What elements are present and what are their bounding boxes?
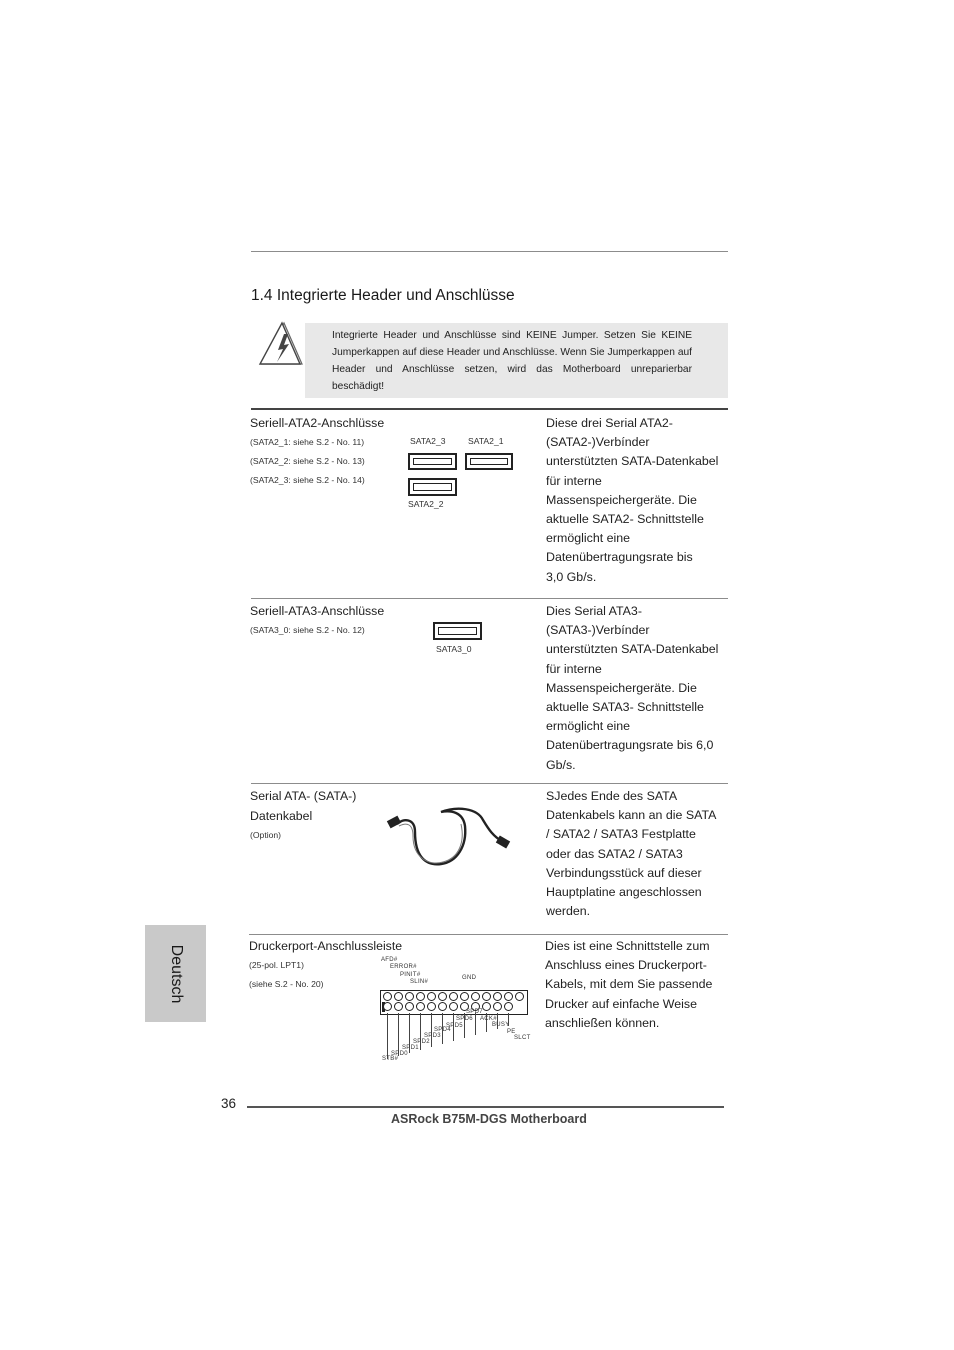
- lpt-pin: [427, 992, 436, 1001]
- cable-description: SJedes Ende des SATA Datenkabels kann an die SATA / SATA2 / SATA3 Festplatte oder das SATA2 / SATA3 Verbindungsstück auf dieser Hauptplatine angeschlossen werden.: [546, 789, 717, 919]
- lpt-pin: [460, 992, 469, 1001]
- sata2-heading: Seriell-ATA2-Anschlüsse: [250, 416, 385, 430]
- footer-text: ASRock B75M-DGS Motherboard: [391, 1112, 587, 1126]
- lpt-sub-2: (siehe S.2 - No. 20): [249, 979, 324, 989]
- lpt-pin: [493, 1002, 502, 1011]
- lpt-pin: [427, 1002, 436, 1011]
- sata2-1-label: SATA2_1: [468, 436, 504, 446]
- sata3-0-connector: [433, 622, 482, 640]
- lpt-pin: [383, 992, 392, 1001]
- pin-label-pe: PE: [507, 1029, 516, 1035]
- lpt-pin-leader: [475, 1013, 476, 1035]
- lpt-pin-leader: [398, 1013, 399, 1056]
- top-rule: [251, 251, 728, 252]
- warning-triangle-icon: [258, 320, 304, 368]
- footer-rule: [247, 1106, 724, 1108]
- cable-heading: Serial ATA- (SATA-): [250, 789, 357, 803]
- lpt-pin: [515, 992, 524, 1001]
- sata3-description: Dies Serial ATA3- (SATA3-)Verbínder unterstützten SATA-Datenkabel für interne Massenspeichergeräte. Die aktuelle SATA3- Schnittstelle ermöglicht eine Datenübertragungsrate bis 6,0 Gb/s.: [546, 604, 719, 772]
- cable-option: (Option): [250, 830, 282, 840]
- lpt-description: Dies ist eine Schnittstelle zum Anschluss eines Druckerport- Kabels, mit dem Sie passende Drucker auf einfache Weise anschließen können.: [545, 939, 713, 1030]
- lpt-pin: [493, 992, 502, 1001]
- sata3-0-label: SATA3_0: [436, 644, 472, 654]
- lpt-pin: [438, 1002, 447, 1011]
- pin-label-spd7: SPD7: [466, 1009, 483, 1015]
- pin-label-gnd: GND: [462, 975, 477, 981]
- pin-label-slin: SLIN#: [410, 979, 429, 985]
- sata2-3-connector: [408, 453, 457, 470]
- sata2-sub-3: (SATA2_3: siehe S.2 - No. 14): [250, 475, 365, 485]
- pin-label-stb: STB#: [382, 1056, 399, 1062]
- lpt-pin: [449, 1002, 458, 1011]
- page-number: 36: [221, 1096, 237, 1111]
- language-tab-label: Deutsch: [167, 944, 185, 1003]
- pin-label-spd2: SPD2: [413, 1039, 430, 1045]
- row-divider-3: [249, 934, 728, 935]
- pin-label-afd: AFD#: [381, 957, 398, 963]
- sata3-heading: Seriell-ATA3-Anschlüsse: [250, 604, 385, 618]
- lpt-pin: [416, 992, 425, 1001]
- lpt-header-diagram: [378, 955, 533, 1065]
- pin-label-spd3: SPD3: [424, 1033, 441, 1039]
- pin-label-slct: SLCT: [514, 1035, 531, 1041]
- sata2-1-connector: [465, 453, 513, 470]
- lpt-pin: [394, 1002, 403, 1011]
- sata2-description: Diese drei Serial ATA2- (SATA2-)Verbínder unterstützten SATA-Datenkabel für interne Massenspeichergeräte. Die aktuelle SATA2- Schnittstelle ermöglicht eine Datenübertragungsrate bis 3,0 Gb/s.: [546, 416, 719, 584]
- lpt-heading: Druckerport-Anschlussleiste: [249, 939, 403, 953]
- pin-label-ack: ACK#: [480, 1016, 497, 1022]
- lpt-pin: [482, 992, 491, 1001]
- sata-cable-illustration: [385, 806, 515, 870]
- pin-label-spd5: SPD5: [446, 1023, 463, 1029]
- pin-label-spd4: SPD4: [434, 1027, 451, 1033]
- pin-label-error: ERROR#: [390, 964, 417, 970]
- lpt-pin: [504, 1002, 513, 1011]
- lpt-pin-leader: [431, 1013, 432, 1047]
- lpt-pin: [449, 992, 458, 1001]
- lpt-pin: [383, 1002, 392, 1011]
- sata2-2-connector: [408, 478, 457, 496]
- sata2-3-label: SATA2_3: [410, 436, 446, 446]
- lpt-pin: [405, 1002, 414, 1011]
- cable-heading-2: Datenkabel: [250, 809, 313, 823]
- sata3-sub: (SATA3_0: siehe S.2 - No. 12): [250, 625, 365, 635]
- pin-label-busy: BUSY: [492, 1022, 510, 1028]
- lpt-pin: [405, 992, 414, 1001]
- sata2-sub-2: (SATA2_2: siehe S.2 - No. 13): [250, 456, 365, 466]
- sata2-sub-1: (SATA2_1: siehe S.2 - No. 11): [250, 437, 365, 447]
- pin-label-spd1: SPD1: [402, 1045, 419, 1051]
- section-title: 1.4 Integrierte Header und Anschlüsse: [251, 287, 515, 304]
- table-top-rule: [251, 408, 728, 410]
- lpt-pin: [394, 992, 403, 1001]
- lpt-pin: [504, 992, 513, 1001]
- language-tab: [145, 925, 206, 1022]
- lpt-sub-1: (25-pol. LPT1): [249, 960, 304, 970]
- row-divider-2: [251, 783, 728, 784]
- lpt-pin-leader: [387, 1013, 388, 1059]
- row-divider-1: [251, 598, 728, 599]
- lpt-pin: [438, 992, 447, 1001]
- pin-label-spd0: SPD0: [391, 1051, 408, 1057]
- pin-label-pinit: PINIT#: [400, 972, 421, 978]
- lpt-pin: [471, 992, 480, 1001]
- lpt-pin: [416, 1002, 425, 1011]
- warning-text: Integrierte Header und Anschlüsse sind KEINE Jumper. Setzen Sie KEINE Jumperkappen auf diese Header und Anschlüsse. Wenn Sie Jumperkappen auf Header und Anschlüsse setzen, wird das Motherboard unreparierbar beschädigt!: [332, 330, 692, 392]
- pin-label-spd6: SPD6: [456, 1016, 473, 1022]
- lpt-pin: [482, 1002, 491, 1011]
- sata2-2-label: SATA2_2: [408, 499, 444, 509]
